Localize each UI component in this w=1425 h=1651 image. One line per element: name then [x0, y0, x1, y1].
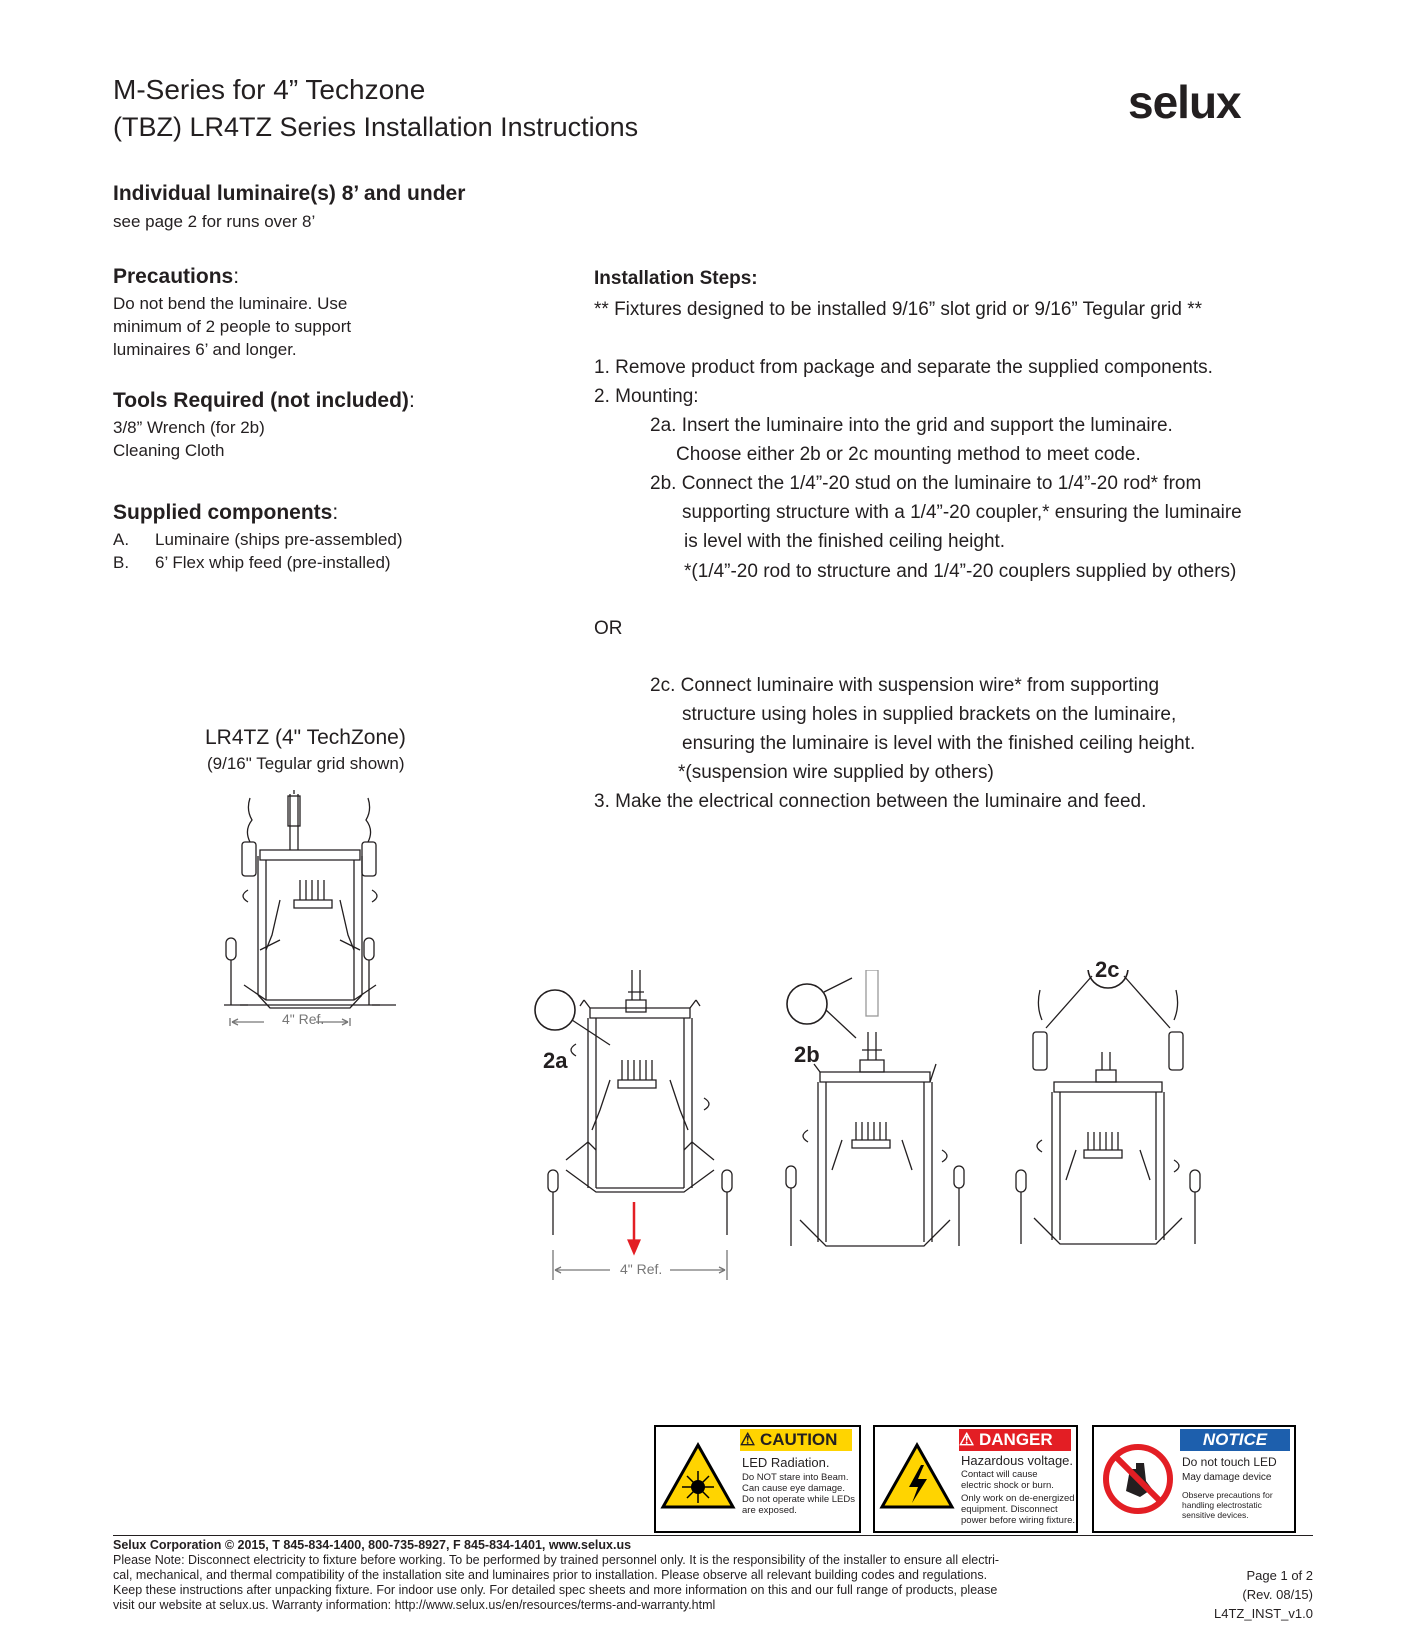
step-3: 3. Make the electrical connection between the luminaire and feed. — [594, 791, 1147, 812]
no-touch-icon — [1100, 1441, 1176, 1517]
step-2c-cont1: structure using holes in supplied brackets on the luminaire, — [682, 704, 1177, 725]
diagram-2a — [535, 970, 732, 1280]
doc-id: L4TZ_INST_v1.0 — [1214, 1606, 1313, 1621]
luminaire-diagram-main — [220, 790, 400, 1040]
diagram-2b — [786, 970, 964, 1246]
steps-heading: Installation Steps: — [594, 268, 758, 289]
step-2a: 2a. Insert the luminaire into the grid and support the luminaire. — [650, 415, 1173, 436]
footer-divider — [113, 1535, 1313, 1536]
steps-note: ** Fixtures designed to be installed 9/16” slot grid or 9/16” Tegular grid ** — [594, 299, 1202, 320]
figure-label-2a: 2a — [543, 1048, 568, 1073]
step-2b-cont2: is level with the finished ceiling height. — [684, 531, 1006, 552]
step-2b-note: *(1/4”-20 rod to structure and 1/4”-20 couplers supplied by others) — [684, 561, 1237, 582]
laser-warning-icon — [660, 1441, 736, 1511]
page-subtitle: (TBZ) LR4TZ Series Installation Instructions — [113, 112, 639, 142]
notice-label: NOTICE Do not touch LED May damage device Observe precautions for handling electrostatic sensitive devices. — [1092, 1425, 1296, 1533]
figure-subtitle: (9/16" Tegular grid shown) — [207, 754, 405, 773]
page-info — [1214, 1566, 1313, 1623]
mounting-diagrams — [530, 970, 1330, 1350]
components-heading: Supplied components: — [113, 501, 339, 524]
footer-text: Selux Corporation © 2015, T 845-834-1400, 800-735-8927, F 845-834-1401, www.selux.us Please Note: Disconnect electricity to fixture before working. To be performed by trained personnel only. It is the responsibility of the installer to ensure all electri- cal, mechanical, and thermal compatibility of the installation site and luminaires prior to installation. Please observe all relevant building codes and regulations. Keep these instructions after unpacking fixture. For indoor use only. For detailed spec sheets and more information on this and our full range of products, please visit our website at selux.us. Warranty information: http://www.selux.us/en/resources/terms-and-warranty.html — [113, 1538, 1000, 1612]
step-2b-cont1: supporting structure with a 1/4”-20 coupler,* ensuring the luminaire — [682, 502, 1242, 523]
step-2a-cont: Choose either 2b or 2c mounting method to meet code. — [676, 444, 1141, 465]
step-1: 1. Remove product from package and separate the supplied components. — [594, 357, 1213, 378]
intro-heading: Individual luminaire(s) 8’ and under — [113, 182, 466, 205]
figure-label-2b: 2b — [794, 1042, 820, 1067]
figure-label-2c: 2c — [1095, 957, 1120, 982]
list-item: A. Luminaire (ships pre-assembled) — [113, 530, 403, 549]
page-number: Page 1 of 2 — [1246, 1568, 1313, 1583]
figure-title: LR4TZ (4" TechZone) — [205, 726, 406, 749]
revision: (Rev. 08/15) — [1242, 1587, 1313, 1602]
step-2c: 2c. Connect luminaire with suspension wire* from supporting — [650, 675, 1160, 696]
list-item: B. 6’ Flex whip feed (pre-installed) — [113, 553, 391, 572]
step-2c-note: *(suspension wire supplied by others) — [678, 762, 994, 783]
tools-text: 3/8” Wrench (for 2b) Cleaning Cloth — [113, 418, 265, 460]
figure-2a-dim: 4" Ref. — [620, 1261, 663, 1277]
electric-shock-icon — [879, 1441, 955, 1511]
caution-label: ⚠ CAUTION LED Radiation. Do NOT stare into Beam. Can cause eye damage. Do not operate while LEDs are exposed. — [654, 1425, 861, 1533]
intro-sub: see page 2 for runs over 8’ — [113, 212, 316, 231]
precautions-heading: Precautions: — [113, 265, 240, 288]
step-or: OR — [594, 618, 623, 639]
warning-triangle-icon: ⚠ — [740, 1430, 756, 1449]
tools-heading: Tools Required (not included): — [113, 389, 415, 412]
warning-triangle-icon: ⚠ — [959, 1430, 975, 1449]
danger-label: ⚠ DANGER Hazardous voltage. Contact will cause electric shock or burn. Only work on de-energized equipment. Disconnect power before wiring fixture. — [873, 1425, 1078, 1533]
step-2b: 2b. Connect the 1/4”-20 stud on the luminaire to 1/4”-20 rod* from — [650, 473, 1202, 494]
precautions-text: Do not bend the luminaire. Use minimum of 2 people to support luminaires 6’ and longer. — [113, 294, 352, 359]
brand-logo: selux — [1128, 76, 1241, 128]
step-2: 2. Mounting: — [594, 386, 699, 407]
figure-main-dim: 4" Ref. — [282, 1011, 325, 1027]
step-2c-cont2: ensuring the luminaire is level with the finished ceiling height. — [682, 733, 1196, 754]
components-list — [113, 528, 403, 574]
page-title: M-Series for 4” Techzone — [113, 74, 426, 105]
diagram-2c — [1016, 970, 1200, 1244]
